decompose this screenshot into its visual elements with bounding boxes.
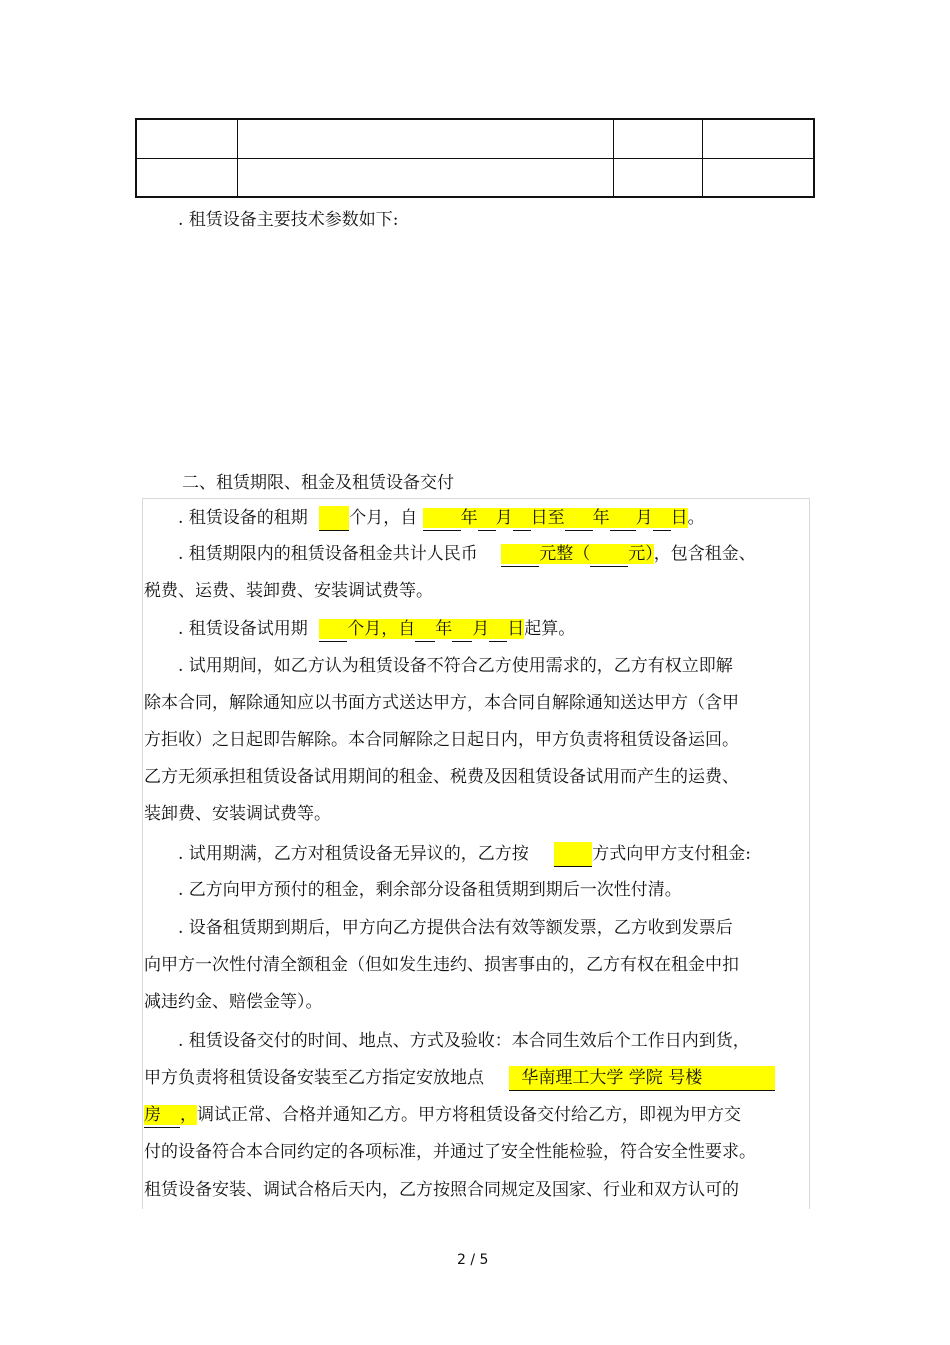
table-cell [136,119,238,158]
clause-text: . 租赁设备试用期 [178,619,308,639]
section-heading: 二、租赁期限、租金及租赁设备交付 [182,473,454,493]
clause-5-1: . 乙方向甲方预付的租金，剩余部分设备租赁期到期后一次性付清。 [178,880,682,900]
clause-3 [178,617,575,642]
table-row [136,158,814,197]
clause-text: 方式向甲方支付租金: [592,844,751,864]
clause-4-line: 乙方无须承担租赁设备试用期间的租金、税费及因租赁设备试用而产生的运费、 [144,767,739,787]
location-fill[interactable]: 华南理工大学 学院 号楼 [509,1066,775,1091]
equipment-table [135,118,815,198]
clause-text: 甲方负责将租赁设备安装至乙方指定安放地点 [144,1068,484,1088]
clause-6-line: . 租赁设备交付的时间、地点、方式及验收：本合同生效后个工作日内到货， [178,1031,750,1051]
table-cell [614,158,703,197]
table-cell [238,158,614,197]
payment-method-fill[interactable] [554,842,592,867]
table-cell [703,158,815,197]
date-range-fill[interactable]: 年 月 日至 年 月 日 [423,508,688,528]
room-fill[interactable]: 房 ， [144,1105,197,1125]
table-row [136,119,814,158]
clause-1 [178,506,705,531]
clause-4-line: . 试用期间，如乙方认为租赁设备不符合乙方使用需求的，乙方有权立即解 [178,656,733,676]
spec-note: . 租赁设备主要技术参数如下: [178,210,399,230]
clause-6-line [144,1103,741,1128]
table-cell [703,119,815,158]
clause-text: 起算。 [524,619,576,639]
trial-period-fill[interactable]: 个月，自 年 月 日 [319,619,524,639]
clause-text: . 租赁设备的租期 [178,508,308,528]
clause-6-line [144,1066,775,1091]
amount-fill[interactable]: 元整（ 元） [501,544,654,564]
clause-2 [178,542,756,567]
clause-2-cont: 税费、运费、装卸费、安装调试费等。 [144,581,433,601]
clause-5-2-line: 向甲方一次性付清全额租金（但如发生违约、损害事由的，乙方有权在租金中扣 [144,955,739,975]
clause-4-line: 除本合同，解除通知应以书面方式送达甲方，本合同自解除通知送达甲方（含甲 [144,693,739,713]
clause-text: . 租赁期限内的租赁设备租金共计人民币 [178,544,478,564]
table-cell [614,119,703,158]
clause-text: . 试用期满，乙方对租赁设备无异议的，乙方按 [178,844,529,864]
clause-text: 。 [687,508,705,528]
clause-5 [178,842,751,867]
clause-text: ，包含租金、 [653,544,756,564]
blank-field[interactable] [319,506,349,531]
clause-text: 个月，自 [349,508,418,528]
clause-6-line: 租赁设备安装、调试合格后天内，乙方按照合同规定及国家、行业和双方认可的 [144,1180,739,1200]
table-cell [136,158,238,197]
clause-5-2-line: . 设备租赁期到期后，甲方向乙方提供合法有效等额发票，乙方收到发票后 [178,918,733,938]
table-cell [238,119,614,158]
clause-text: 调试正常、合格并通知乙方。甲方将租赁设备交付给乙方，即视为甲方交 [197,1105,741,1125]
clause-4-line: 方拒收）之日起即告解除。本合同解除之日起日内，甲方负责将租赁设备运回。 [144,730,739,750]
clause-6-line: 付的设备符合本合同约定的各项标准，并通过了安全性能检验，符合安全性要求。 [144,1142,756,1162]
page-number: 2 / 5 [457,1252,489,1268]
clause-5-2-line: 减违约金、赔偿金等）。 [144,992,323,1012]
clause-4-line: 装卸费、安装调试费等。 [144,804,331,824]
